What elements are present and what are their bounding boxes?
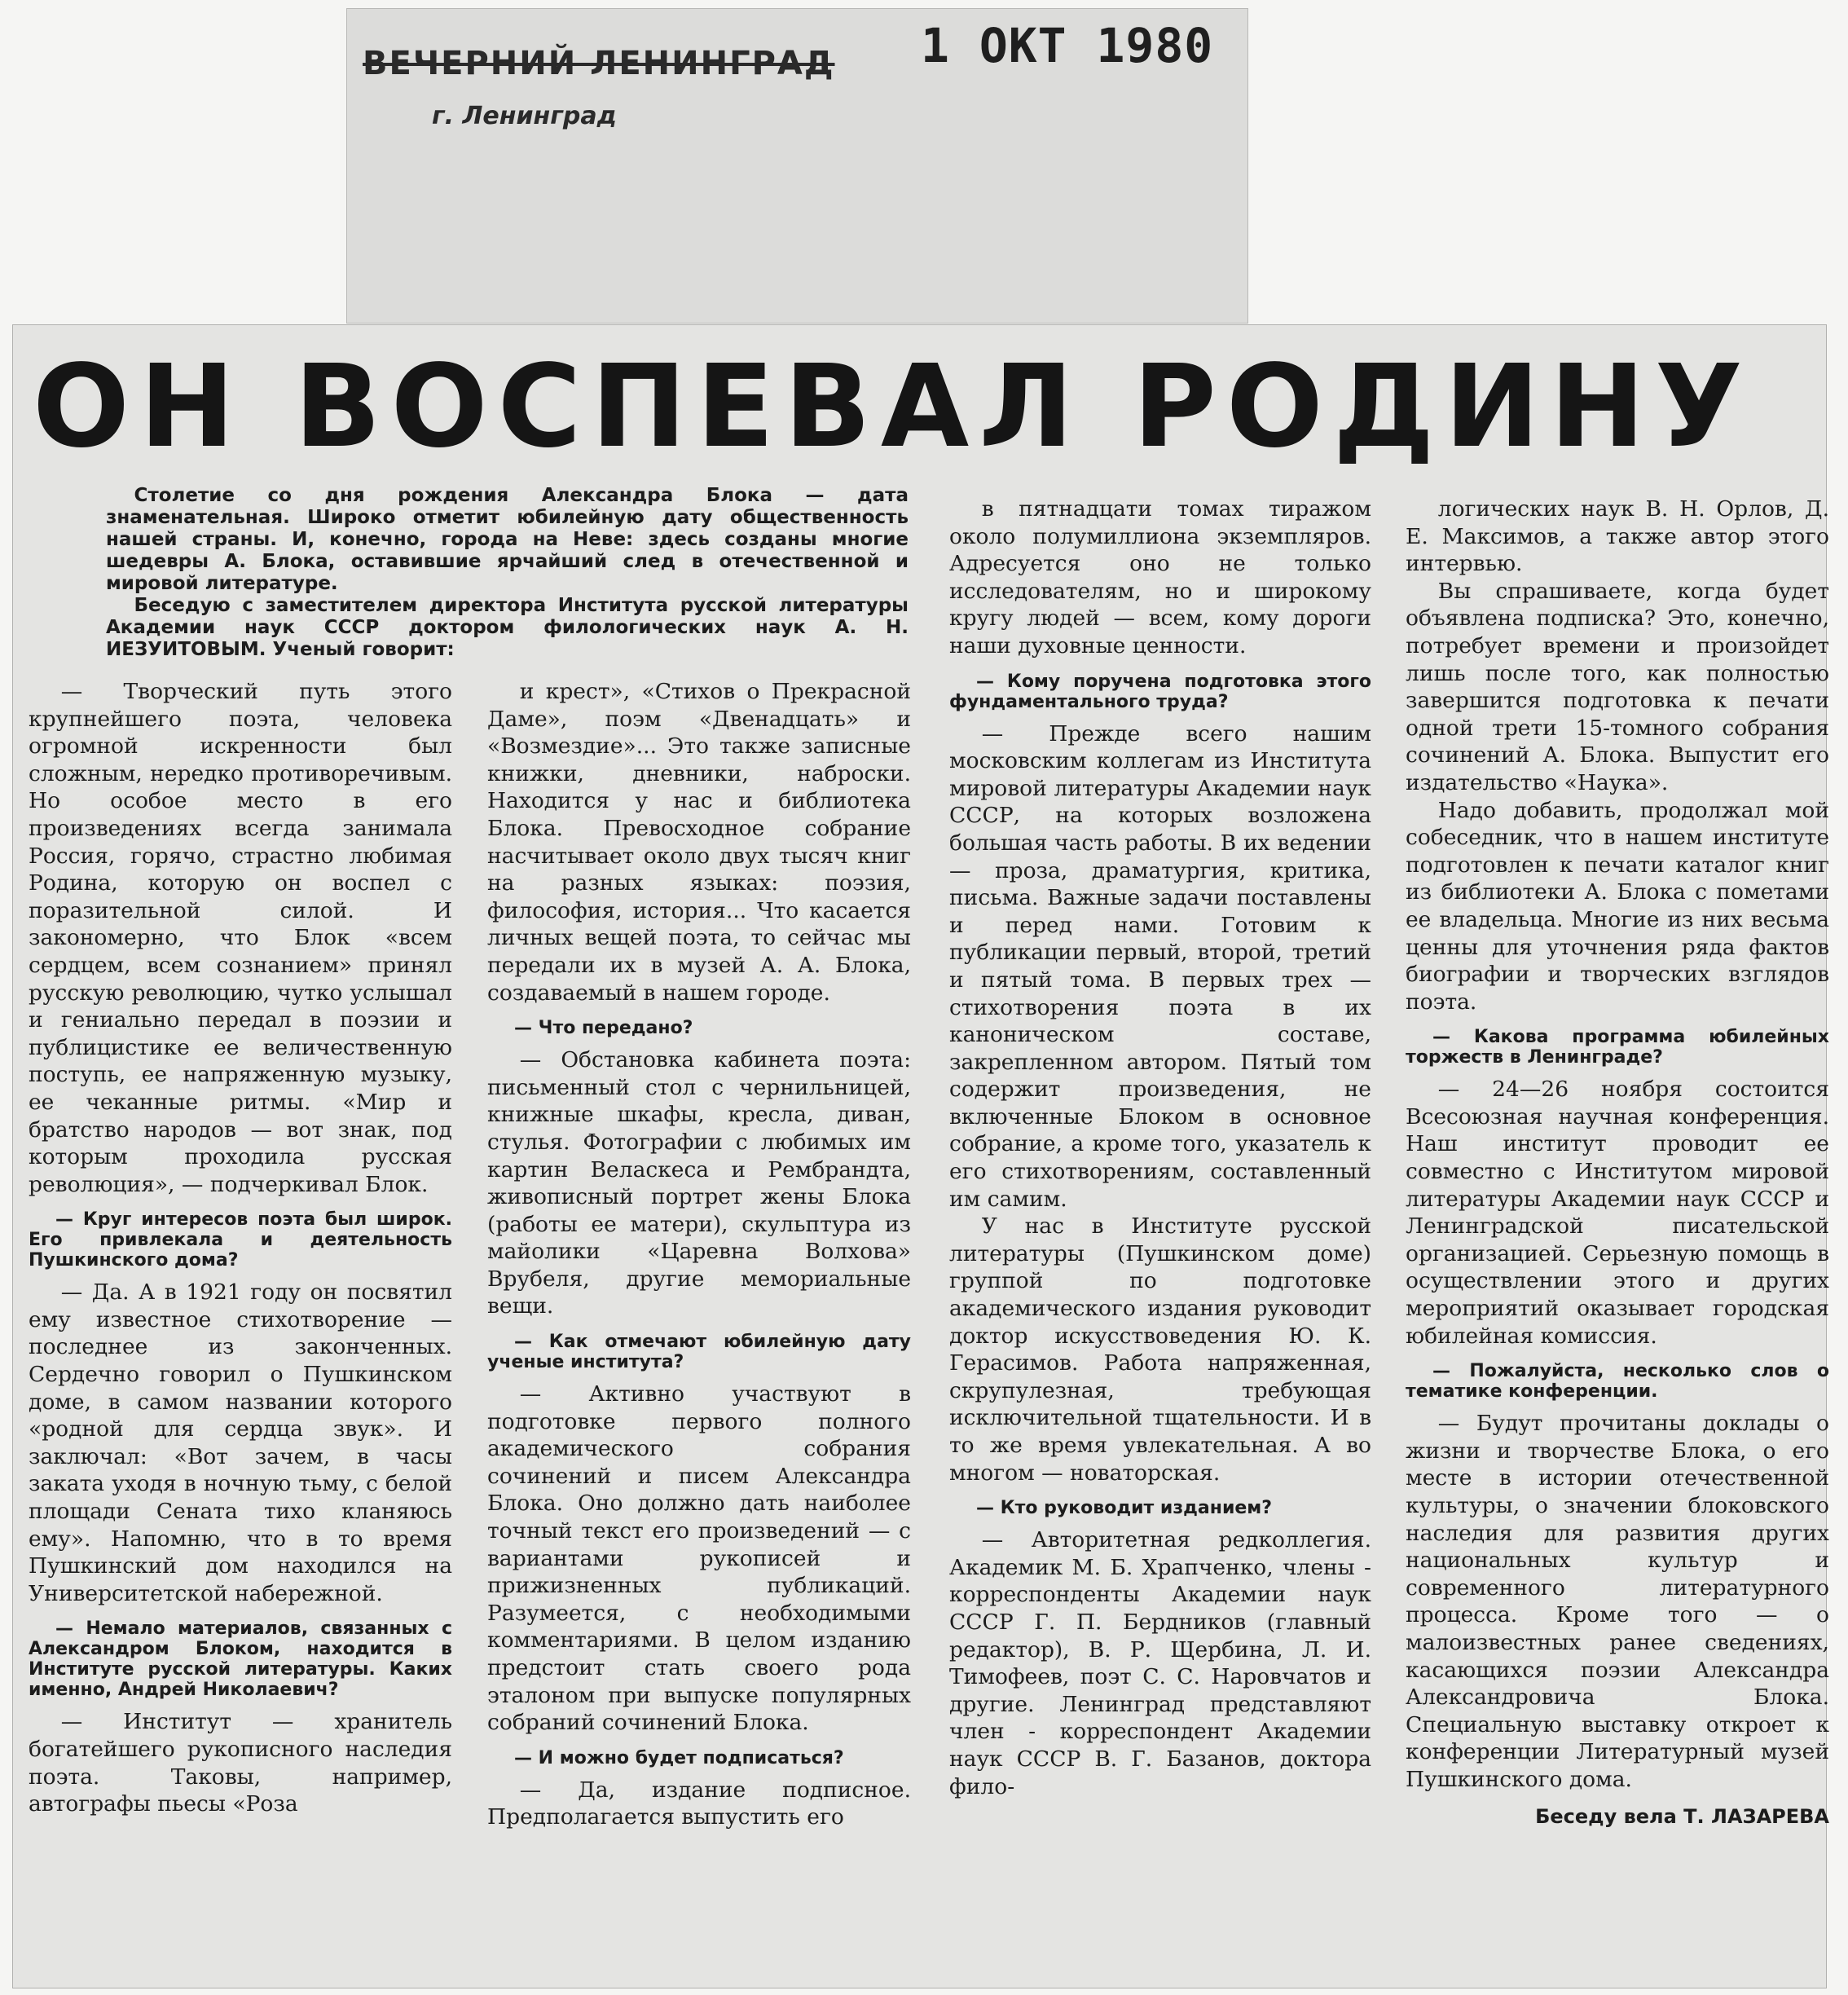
author-signature: Беседу вела Т. ЛАЗАРЕВА [1535, 1804, 1829, 1828]
paragraph: У нас в Институте русской литературы (Пушкинском доме) группой по подготовке академического издания руководит доктор искусствоведения Ю. К. Герасимов. Работа напряженная, скрупулезная, требующая исключительной тщательности. И в то же время увлекательная. А во многом — новаторская. [949, 1213, 1371, 1486]
interview-question: — Немало материалов, связанных с Александром Блоком, находится в Институте русской литературы. Каких именно, Андрей Николаевич? [29, 1618, 452, 1701]
article-column-1 [29, 678, 452, 1982]
paragraph: и крест», «Стихов о Прекрасной Даме», поэм «Двенадцать» и «Возмездие»... Это также записные книжки, дневники, наброски. Находится у нас и библиотека Блока. Превосходное собрание насчитывает около двух тысяч книг на разных языках: поэзия, философия, история... Что касается личных вещей поэта, то сейчас мы передали их в музей А. А. Блока, создаваемый в нашем городе. [487, 679, 911, 1006]
article-headline: ОН ВОСПЕВАЛ РОДИНУ [33, 341, 1753, 473]
paragraph: — Творческий путь этого крупнейшего поэта, человека огромной искренности был сложным, нередко противоречивым. Но особое место в его произведениях всегда занимала Россия, горячо, страстно любимая Родина, которую он воспел с поразительной силой. И закономерно, что Блок «всем сердцем, всем сознанием» принял русскую революцию, чутко услышал и гениально передал в поэзии и публицистике ее величественную поступь, ее напряженную музыку, ее чеканные ритмы. «Мир и братство народов — вот знак, под которым проходила русская революция», — подчеркивал Блок. [29, 679, 452, 1197]
paragraph: в пятнадцати томах тиражом около полумиллиона экземпляров. Адресуется оно не только исследователям, но и широкому кругу людей — всем, кому дороги наши духовные ценности. [949, 496, 1371, 658]
paragraph: — Да, издание подписное. Предполагается выпустить его [487, 1777, 911, 1830]
newspaper-name: ВЕЧЕРНИЙ ЛЕНИНГРАД [363, 45, 835, 82]
paragraph: — Авторитетная редколлегия. Академик М. Б. Храпченко, члены - корреспонденты Академии наук СССР Г. П. Бердников (главный редактор), В. Р. Щербина, Л. И. Тимофеев, поэт С. С. Наровчатов и другие. Ленинград представляют член - корреспондент Академии наук СССР В. Г. Базанов, доктора фило- [949, 1527, 1371, 1799]
paragraph: — Будут прочитаны доклады о жизни и творчестве Блока, о его месте в истории отечественной культуры, о значении блоковского наследия для развития других национальных культур и современного литературного процесса. Кроме того — о малоизвестных ранее сведениях, касающихся поэзии Александра Александровича Блока. Специальную выставку откроет к конференции Литературный музей Пушкинского дома. [1406, 1411, 1829, 1792]
paragraph: — Институт — хранитель богатейшего рукописного наследия поэта. Таковы, например, автографы пьесы «Роза [29, 1709, 452, 1817]
interview-question: — И можно будет подписаться? [514, 1747, 844, 1768]
paragraph: — Активно участвуют в подготовке первого полного академического собрания сочинений и писем Александра Блока. Оно должно дать наиболее точный текст его произведений — с вариантами рукописей и прижизненных публикаций. Разумеется, с необходимыми комментариями. В целом изданию предстоит стать своего рода эталоном при выпуске популярных собраний сочинений Блока. [487, 1381, 911, 1736]
interview-question: — Кто руководит изданием? [976, 1498, 1273, 1519]
interview-question: — Какова программа юбилейных торжеств в Ленинграде? [1406, 1027, 1829, 1068]
paragraph: — Обстановка кабинета поэта: письменный стол с чернильницей, книжные шкафы, кресла, диван, стулья. Фотографии с любимых им картин Веласкеса и Рембрандта, живописный портрет жены Блока (работы ее матери), скульптура из майолики «Царевна Волхова» Врубеля, другие мемориальные вещи. [487, 1047, 911, 1319]
newspaper-city: г. Ленинград [432, 102, 617, 130]
paragraph: — 24—26 ноября состоится Всесоюзная научная конференция. Наш институт проводит ее совместно с Институтом мировой литературы Академии наук СССР и Ленинградской писательской организацией. Серьезную помощь в осуществлении этого и других мероприятий оказывает городская юбилейная комиссия. [1406, 1077, 1829, 1349]
interview-question: — Что передано? [514, 1018, 693, 1039]
paragraph: Надо добавить, продолжал мой собеседник, что в нашем институте подготовлен к печати каталог книг из библиотеки А. Блока с пометами ее владельца. Многие из них весьма ценны для уточнения ряда фактов биографии и творческих взглядов поэта. [1406, 797, 1829, 1015]
intro-paragraph: Беседую с заместителем директора Института русской литературы Академии наук СССР доктором филологических наук А. Н. ИЕЗУИТОВЫМ. Ученый говорит: [106, 595, 909, 660]
article-column-4 [1406, 495, 1829, 1987]
intro-paragraph: Столетие со дня рождения Александра Блока — дата знаменательная. Широко отметит юбилейную дату общественность нашей страны. И, конечно, города на Неве: здесь созданы многие шедевры А. Блока, оставившие ярчайший след в отечественной и мировой литературе. [106, 485, 909, 594]
interview-question: — Круг интересов поэта был широк. Его привлекала и деятельность Пушкинского дома? [29, 1209, 452, 1271]
article-column-2 [487, 678, 911, 1982]
interview-question: — Пожалуйста, несколько слов о тематике конференции. [1406, 1361, 1829, 1403]
article-column-3 [949, 495, 1371, 1987]
article-intro [106, 485, 909, 661]
paragraph: — Прежде всего нашим московским коллегам из Института мировой литературы Академии наук СССР, на которых возложена большая часть работы. В их ведении — проза, драматургия, критика, письма. Важные задачи поставлены и перед нами. Готовим к публикации первый, второй, третий и пятый тома. В первых трех — стихотворения поэта в их каноническом составе, закрепленном автором. Пятый том содержит произведения, не включенные Блоком в основное собрание, а кроме того, указатель к его стихотворениям, составленный им самим. [949, 720, 1371, 1212]
paragraph: логических наук В. Н. Орлов, Д. Е. Максимов, а также автор этого интервью. [1406, 496, 1829, 577]
interview-question: — Как отмечают юбилейную дату ученые института? [487, 1332, 911, 1373]
paragraph: — Да. А в 1921 году он посвятил ему известное стихотворение — последнее из законченных. Сердечно говорил о Пушкинском доме, в самом названии которого «родной для сердца звук». И заключал: «Вот зачем, в часы заката уходя в ночную тьму, с белой площади Сената тихо кланяюсь ему». Напомню, что в то время Пушкинский дом находился на Университетской набережной. [29, 1279, 452, 1606]
date-stamp: 1 ОКТ 1980 [921, 18, 1214, 73]
paragraph: Вы спрашиваете, когда будет объявлена подписка? Это, конечно, потребует времени и произойдет лишь после того, как полностью завершится подготовка к печати одной трети 15-томного собрания сочинений А. Блока. Выпустит его издательство «Наука». [1406, 578, 1829, 795]
interview-question: — Кому поручена подготовка этого фундаментального труда? [949, 671, 1371, 712]
